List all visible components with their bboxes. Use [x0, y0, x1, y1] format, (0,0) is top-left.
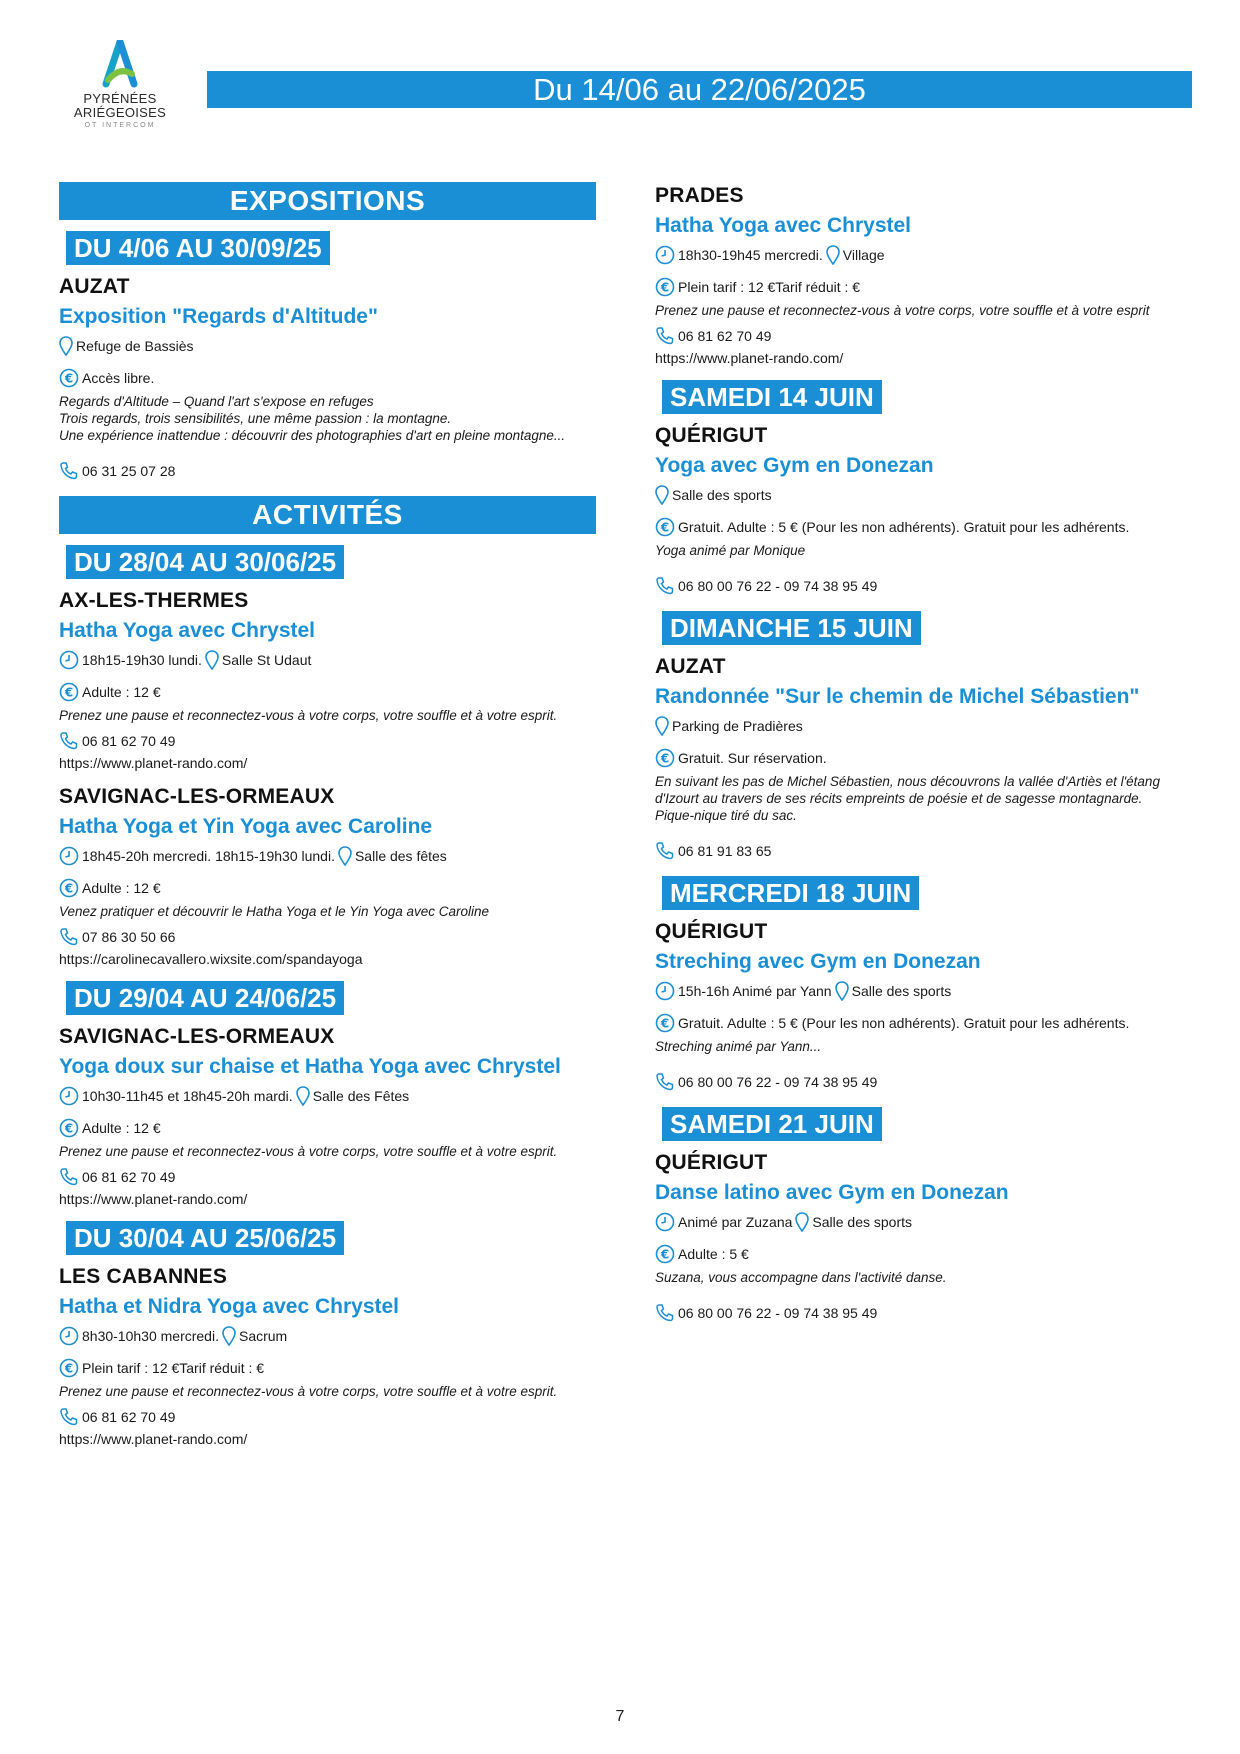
description-line: Une expérience inattendue : découvrir des photographies d'art en pleine montagne... — [59, 428, 566, 443]
description-line: Regards d'Altitude – Quand l'art s'expose en refuges — [59, 394, 374, 409]
euro-icon — [655, 517, 675, 537]
clock-icon — [655, 1212, 675, 1232]
clock-icon — [59, 650, 79, 670]
event-time: 18h30-19h45 mercredi. — [678, 247, 823, 263]
svg-text:€: € — [660, 520, 670, 535]
phone-line — [655, 1302, 1195, 1324]
event-time: 10h30-11h45 et 18h45-20h mardi. — [82, 1088, 293, 1104]
event-phone: 06 81 62 70 49 — [82, 733, 176, 749]
date-tag: DU 30/04 AU 25/06/25 — [64, 1221, 344, 1255]
event-url[interactable]: https://www.planet-rando.com/ — [59, 1191, 248, 1207]
event-price: Gratuit. Adulte : 5 € (Pour les non adhérents). Gratuit pour les adhérents. — [678, 519, 1130, 535]
event-description: Prenez une pause et reconnectez-vous à votre corps, votre souffle et à votre esprit. — [59, 1144, 558, 1159]
event-town: PRADES — [655, 184, 744, 207]
event-location: Salle des sports — [851, 983, 952, 999]
logo-line-3: OT INTERCOM — [84, 122, 156, 129]
event-location: Village — [842, 247, 885, 263]
event-title: Yoga doux sur chaise et Hatha Yoga avec Chrystel — [59, 1055, 561, 1078]
event-item — [655, 920, 1195, 1093]
event-title: Hatha Yoga avec Chrystel — [655, 214, 911, 237]
event-time: 18h15-19h30 lundi. — [82, 652, 202, 668]
location-line — [655, 484, 1195, 506]
event-item — [655, 1151, 1195, 1324]
activities-header: ACTIVITÉS — [59, 496, 596, 534]
event-description: Prenez une pause et reconnectez-vous à votre corps, votre souffle et à votre esprit. — [59, 1384, 558, 1399]
euro-icon — [59, 368, 79, 388]
price-line — [59, 1357, 596, 1379]
euro-icon — [59, 1358, 79, 1378]
phone-icon — [655, 841, 675, 861]
event-description: Venez pratiquer et découvrir le Hatha Yoga et le Yin Yoga avec Caroline — [59, 904, 490, 919]
time-location-line — [655, 1211, 1195, 1233]
event-item — [59, 589, 596, 771]
phone-line — [59, 460, 596, 482]
phone-line — [59, 1166, 596, 1188]
price-line — [59, 1117, 596, 1139]
event-title: Danse latino avec Gym en Donezan — [655, 1181, 1009, 1204]
price-line — [655, 1243, 1195, 1265]
event-phone: 06 80 00 76 22 - 09 74 38 95 49 — [678, 578, 878, 594]
svg-text:€: € — [64, 685, 74, 700]
phone-icon — [655, 1072, 675, 1092]
svg-text:€: € — [64, 881, 74, 896]
event-location: Salle des sports — [672, 487, 772, 503]
event-item — [59, 1265, 596, 1447]
svg-text:€: € — [660, 1247, 670, 1262]
event-town: SAVIGNAC-LES-ORMEAUX — [59, 1025, 335, 1048]
location-pin-icon — [205, 650, 219, 670]
phone-icon — [655, 576, 675, 596]
event-price: Accès libre. — [82, 370, 155, 386]
event-exhibition — [59, 275, 596, 482]
event-price: Adulte : 5 € — [678, 1246, 749, 1262]
event-url[interactable]: https://www.planet-rando.com/ — [59, 1431, 248, 1447]
time-location-line — [655, 244, 1195, 266]
event-description: Yoga animé par Monique — [655, 543, 806, 558]
event-phone: 06 31 25 07 28 — [82, 463, 176, 479]
logo-line-1: PYRÉNÉES — [83, 91, 157, 106]
clock-icon — [59, 846, 79, 866]
description-line: En suivant les pas de Michel Sébastien, nous découvrons la vallée d'Artiès et l'étang — [655, 774, 1160, 789]
event-title: Hatha et Nidra Yoga avec Chrystel — [59, 1295, 400, 1318]
event-price: Adulte : 12 € — [82, 684, 161, 700]
event-town: AUZAT — [59, 275, 130, 298]
page-number: 7 — [615, 1708, 625, 1725]
event-price: Adulte : 12 € — [82, 880, 161, 896]
phone-line — [59, 730, 596, 752]
clock-icon — [655, 245, 675, 265]
event-url[interactable]: https://www.planet-rando.com/ — [655, 350, 844, 366]
price-line — [59, 877, 596, 899]
logo — [70, 40, 170, 129]
location-pin-icon — [59, 336, 73, 356]
phone-icon — [59, 1407, 79, 1427]
location-pin-icon — [222, 1326, 236, 1346]
date-tag: DU 4/06 AU 30/09/25 — [64, 231, 330, 265]
phone-icon — [59, 927, 79, 947]
event-phone: 06 80 00 76 22 - 09 74 38 95 49 — [678, 1305, 878, 1321]
event-title: Hatha Yoga et Yin Yoga avec Caroline — [59, 815, 433, 838]
location-line — [655, 715, 1195, 737]
phone-icon — [655, 326, 675, 346]
time-location-line — [59, 1325, 596, 1347]
event-item — [655, 424, 1195, 597]
date-tag: DIMANCHE 15 JUIN — [660, 611, 921, 645]
phone-icon — [59, 731, 79, 751]
event-town: QUÉRIGUT — [655, 1151, 768, 1174]
date-range-banner: Du 14/06 au 22/06/2025 — [207, 71, 1192, 108]
date-tag: DU 28/04 AU 30/06/25 — [64, 545, 344, 579]
event-location: Refuge de Bassiès — [76, 338, 194, 354]
location-pin-icon — [338, 846, 352, 866]
euro-icon — [655, 748, 675, 768]
euro-icon — [59, 1118, 79, 1138]
location-pin-icon — [835, 981, 849, 1001]
event-price: Plein tarif : 12 €Tarif réduit : € — [678, 279, 861, 295]
event-price: Gratuit. Adulte : 5 € (Pour les non adhérents). Gratuit pour les adhérents. — [678, 1015, 1130, 1031]
event-phone: 06 80 00 76 22 - 09 74 38 95 49 — [678, 1074, 878, 1090]
right-column — [655, 182, 1195, 1338]
event-time: 18h45-20h mercredi. 18h15-19h30 lundi. — [82, 848, 335, 864]
event-item — [59, 1025, 596, 1207]
event-description: Prenez une pause et reconnectez-vous à votre corps, votre souffle et à votre esprit — [655, 303, 1150, 318]
event-title: Randonnée "Sur le chemin de Michel Sébastien" — [655, 685, 1140, 708]
event-description: Prenez une pause et reconnectez-vous à votre corps, votre souffle et à votre esprit. — [59, 708, 558, 723]
event-phone: 06 81 62 70 49 — [678, 328, 772, 344]
location-pin-icon — [655, 716, 669, 736]
euro-icon — [59, 682, 79, 702]
description-line: Trois regards, trois sensibilités, une même passion : la montagne. — [59, 411, 452, 426]
phone-line — [655, 840, 1195, 862]
event-price: Adulte : 12 € — [82, 1120, 161, 1136]
event-description — [655, 773, 1195, 824]
clock-icon — [59, 1086, 79, 1106]
event-location: Salle des sports — [812, 1214, 913, 1230]
event-location: Sacrum — [238, 1328, 288, 1344]
event-title: Hatha Yoga avec Chrystel — [59, 619, 315, 642]
logo-line-2: ARIÉGEOISES — [73, 105, 167, 120]
event-town: AUZAT — [655, 655, 726, 678]
left-column — [59, 182, 596, 1461]
event-price: Gratuit. Sur réservation. — [678, 750, 827, 766]
event-location: Salle des Fêtes — [312, 1088, 410, 1104]
date-tag: MERCREDI 18 JUIN — [660, 876, 919, 910]
phone-line — [59, 926, 596, 948]
event-url[interactable]: https://www.planet-rando.com/ — [59, 755, 248, 771]
location-line — [59, 335, 596, 357]
event-location: Parking de Pradières — [672, 718, 803, 734]
svg-text:€: € — [660, 280, 670, 295]
event-description — [59, 393, 596, 444]
event-town: LES CABANNES — [59, 1265, 228, 1288]
euro-icon — [655, 1013, 675, 1033]
date-tag: DU 29/04 AU 24/06/25 — [64, 981, 344, 1015]
event-item — [655, 184, 1195, 366]
price-line — [655, 1012, 1195, 1034]
phone-icon — [59, 1167, 79, 1187]
date-tag: SAMEDI 21 JUIN — [660, 1107, 882, 1141]
event-time: 15h-16h Animé par Yann — [678, 983, 832, 999]
event-location: Salle des fêtes — [354, 848, 447, 864]
time-location-line — [59, 1085, 596, 1107]
phone-line — [655, 1071, 1195, 1093]
event-phone: 07 86 30 50 66 — [82, 929, 176, 945]
clock-icon — [59, 1326, 79, 1346]
phone-icon — [655, 1303, 675, 1323]
phone-line — [655, 325, 1195, 347]
event-description: Streching animé par Yann... — [655, 1039, 822, 1054]
svg-text:€: € — [64, 1121, 74, 1136]
price-line — [59, 681, 596, 703]
event-description: Suzana, vous accompagne dans l'activité danse. — [655, 1270, 947, 1285]
time-location-line — [655, 980, 1195, 1002]
price-line — [655, 276, 1195, 298]
euro-icon — [655, 1244, 675, 1264]
description-line: d'Izourt au travers de ses récits empreints de poésie et de sagesse montagnarde. — [655, 791, 1143, 806]
phone-line — [655, 575, 1195, 597]
svg-text:€: € — [64, 1361, 74, 1376]
svg-text:€: € — [660, 1016, 670, 1031]
event-location: Salle St Udaut — [221, 652, 312, 668]
event-town: QUÉRIGUT — [655, 920, 768, 943]
location-pin-icon — [795, 1212, 809, 1232]
description-line: Pique-nique tiré du sac. — [655, 808, 797, 823]
event-title: Yoga avec Gym en Donezan — [655, 454, 934, 477]
time-location-line — [59, 845, 596, 867]
date-tag: SAMEDI 14 JUIN — [660, 380, 882, 414]
event-town: AX-LES-THERMES — [59, 589, 249, 612]
event-town: SAVIGNAC-LES-ORMEAUX — [59, 785, 335, 808]
event-item — [655, 655, 1195, 862]
euro-icon — [59, 878, 79, 898]
logo-mark-icon — [100, 40, 140, 92]
location-pin-icon — [826, 245, 840, 265]
event-title: Exposition "Regards d'Altitude" — [59, 305, 378, 328]
event-time: 8h30-10h30 mercredi. — [82, 1328, 219, 1344]
time-location-line — [59, 649, 596, 671]
event-phone: 06 81 62 70 49 — [82, 1169, 176, 1185]
exhibitions-header: EXPOSITIONS — [59, 182, 596, 220]
price-line — [655, 516, 1195, 538]
euro-icon — [655, 277, 675, 297]
clock-icon — [655, 981, 675, 1001]
event-town: QUÉRIGUT — [655, 424, 768, 447]
phone-icon — [59, 461, 79, 481]
svg-text:€: € — [64, 371, 74, 386]
svg-text:€: € — [660, 751, 670, 766]
phone-line — [59, 1406, 596, 1428]
event-title: Streching avec Gym en Donezan — [655, 950, 981, 973]
location-pin-icon — [655, 485, 669, 505]
event-item — [59, 785, 596, 967]
price-line — [655, 747, 1195, 769]
event-phone: 06 81 91 83 65 — [678, 843, 772, 859]
location-pin-icon — [296, 1086, 310, 1106]
event-price: Plein tarif : 12 €Tarif réduit : € — [82, 1360, 265, 1376]
price-line — [59, 367, 596, 389]
event-time: Animé par Zuzana — [678, 1214, 793, 1230]
event-url[interactable]: https://carolinecavallero.wixsite.com/spandayoga — [59, 951, 363, 967]
event-phone: 06 81 62 70 49 — [82, 1409, 176, 1425]
